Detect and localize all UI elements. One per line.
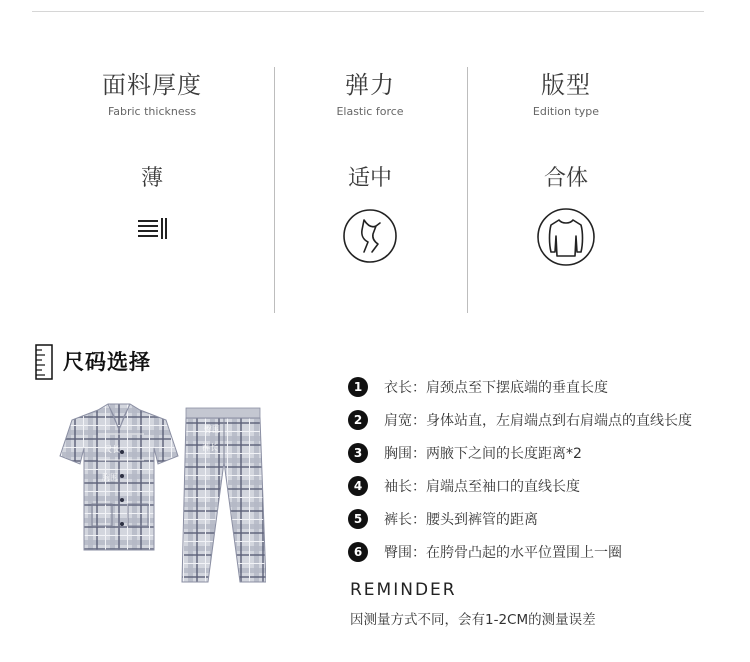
number-badge: 3: [348, 443, 368, 463]
measurement-text: 衣长：肩颈点至下摆底端的垂直长度: [384, 379, 608, 396]
attribute-title: 版型: [541, 71, 591, 99]
size-section-title: 尺码选择: [63, 350, 151, 374]
measurement-item: [348, 535, 692, 568]
attribute-value: 合体: [543, 166, 588, 191]
attribute-title: 面料厚度: [102, 71, 202, 99]
reminder-title: REMINDER: [350, 580, 457, 600]
measurement-item: [348, 403, 692, 436]
shirt-label-length: 尺长: [104, 445, 120, 454]
attribute-title: 弹力: [345, 71, 395, 99]
pants-label-hip: 臀围: [204, 425, 220, 434]
measurement-text: 裤长：腰头到裤管的距离: [384, 511, 538, 528]
attribute-subtitle: Edition type: [532, 105, 600, 118]
fit-shirt-icon: [535, 206, 597, 268]
number-badge: 5: [348, 509, 368, 529]
measurement-item: [348, 436, 692, 469]
measurement-text: 臀围：在胯骨凸起的水平位置围上一圈: [384, 544, 622, 561]
shirt-illustration: [58, 400, 180, 558]
attribute-value: 适中: [347, 166, 392, 191]
number-badge: 4: [348, 476, 368, 496]
measurement-text: 肩宽：身体站直，左肩端点到右肩端点的直线长度: [384, 412, 692, 429]
measurement-text: 胸围：两腋下之间的长度距离*2: [384, 445, 582, 462]
attribute-subtitle: Fabric thickness: [107, 105, 197, 118]
number-badge: 2: [348, 410, 368, 430]
ruler-icon: [35, 344, 53, 380]
measurement-item: [348, 370, 692, 403]
number-badge: 6: [348, 542, 368, 562]
fabric-layers-icon: [132, 214, 172, 244]
column-divider: [274, 67, 275, 313]
measurement-list: [348, 370, 692, 568]
measurement-item: [348, 469, 692, 502]
attribute-edition-type: [496, 66, 636, 268]
attribute-value: 薄: [140, 166, 163, 191]
column-divider: [467, 67, 468, 313]
attribute-subtitle: Elastic force: [336, 105, 404, 118]
measurement-item: [348, 502, 692, 535]
number-badge: 1: [348, 377, 368, 397]
attribute-fabric-thickness: [82, 66, 222, 244]
measurement-text: 袖长：肩端点至袖口的直线长度: [384, 478, 580, 495]
reminder-text: 因测量方式不同，会有1-2CM的测量误差: [350, 612, 596, 628]
attribute-elastic-force: [300, 66, 440, 264]
shirt-label-chest: 胸围: [102, 473, 118, 482]
top-divider: [32, 11, 704, 12]
pants-illustration: [180, 406, 266, 586]
elastic-leg-icon: [342, 208, 398, 264]
pants-label-length: 裤长: [202, 443, 218, 452]
